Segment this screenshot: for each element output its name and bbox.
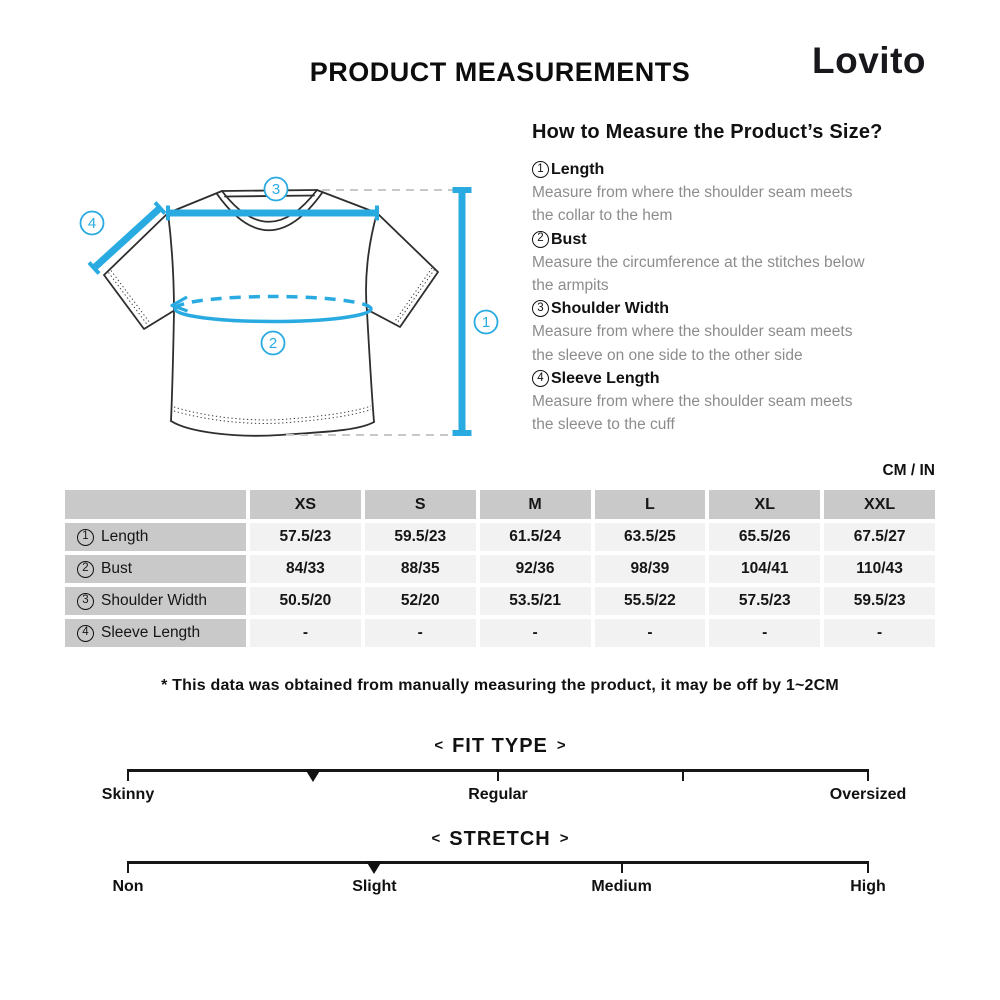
- instruction-title: Sleeve Length: [551, 369, 660, 387]
- table-value: -: [824, 619, 935, 647]
- scale-tick: [621, 861, 623, 873]
- right-chevron: >: [559, 830, 569, 847]
- instruction-title: Shoulder Width: [551, 300, 670, 318]
- circled-number: 3: [77, 593, 94, 610]
- brand-logo: Lovito: [812, 40, 926, 81]
- row-label: 1 Length: [65, 523, 246, 551]
- table-value: 98/39: [595, 555, 706, 583]
- instruction-item: [532, 228, 972, 298]
- table-value: 53.5/21: [480, 587, 591, 615]
- table-value: 84/33: [250, 555, 361, 583]
- table-value: 55.5/22: [595, 587, 706, 615]
- table-value: 50.5/20: [250, 587, 361, 615]
- scale-line: [128, 861, 868, 864]
- table-value: 52/20: [365, 587, 476, 615]
- table-value: 88/35: [365, 555, 476, 583]
- instruction-line: Measure from where the shoulder seam meets: [532, 184, 853, 202]
- scale-tick: [867, 769, 869, 781]
- bust-ellipse-dashed: [175, 297, 371, 310]
- scale-label: Medium: [591, 878, 652, 895]
- instruction-line: Measure the circumference at the stitches below: [532, 253, 865, 271]
- circled-number: 2: [532, 231, 549, 248]
- table-value: 67.5/27: [824, 523, 935, 551]
- table-value: 59.5/23: [365, 523, 476, 551]
- table-value: -: [250, 619, 361, 647]
- left-chevron: <: [434, 737, 444, 754]
- tshirt-outline: [104, 190, 438, 436]
- instruction-item: [532, 297, 972, 367]
- scale-tick: [127, 769, 129, 781]
- column-header: XXL: [824, 490, 935, 519]
- column-header: M: [480, 490, 591, 519]
- instruction-line: the sleeve to the cuff: [532, 416, 675, 434]
- instruction-line: the collar to the hem: [532, 207, 673, 225]
- scale-tick: [497, 769, 499, 781]
- how-to-heading: How to Measure the Product’s Size?: [532, 121, 883, 143]
- circled-number: 3: [532, 300, 549, 317]
- scale-label: Non: [112, 878, 144, 895]
- circled-number: 4: [77, 625, 94, 642]
- table-value: -: [595, 619, 706, 647]
- scale-label: Slight: [352, 878, 397, 895]
- left-chevron: <: [431, 830, 441, 847]
- table-value: 110/43: [824, 555, 935, 583]
- badge-length: 1: [481, 314, 491, 331]
- tshirt-measurement-diagram: [60, 150, 522, 470]
- column-header: S: [365, 490, 476, 519]
- guide-dashed-lines: [286, 190, 455, 435]
- instruction-line: Measure from where the shoulder seam meets: [532, 393, 853, 411]
- fit-type-scale: [128, 769, 868, 785]
- scale-label: Oversized: [829, 786, 907, 803]
- stretch-marker: [366, 861, 382, 874]
- instruction-item: [532, 367, 972, 437]
- table-value: 61.5/24: [480, 523, 591, 551]
- column-header: XL: [709, 490, 820, 519]
- row-label: 3 Shoulder Width: [65, 587, 246, 615]
- row-label: 4 Sleeve Length: [65, 619, 246, 647]
- table-value: 65.5/26: [709, 523, 820, 551]
- table-value: -: [480, 619, 591, 647]
- column-header: XS: [250, 490, 361, 519]
- badge-sleeve: 4: [87, 215, 97, 232]
- fit-type-marker: [305, 769, 321, 782]
- scale-label: Regular: [468, 786, 528, 803]
- table-value: -: [709, 619, 820, 647]
- instruction-line: the sleeve on one side to the other side: [532, 346, 803, 364]
- circled-number: 1: [532, 161, 549, 178]
- scale-tick: [867, 861, 869, 873]
- instruction-title: Length: [551, 161, 605, 178]
- scale-label: High: [850, 878, 886, 895]
- circled-number: 1: [77, 529, 94, 546]
- instruction-line: the armpits: [532, 277, 609, 295]
- badge-bust: 2: [268, 335, 278, 352]
- size-table: [65, 490, 935, 647]
- page-title: PRODUCT MEASUREMENTS: [309, 57, 691, 87]
- table-value: 92/36: [480, 555, 591, 583]
- column-header: L: [595, 490, 706, 519]
- badge-shoulder: 3: [271, 181, 281, 198]
- right-chevron: >: [556, 737, 566, 754]
- unit-label: CM / IN: [882, 462, 935, 479]
- bust-ellipse-solid: [175, 309, 371, 322]
- stretch-scale: [128, 861, 868, 877]
- scale-tick: [682, 769, 684, 781]
- instruction-item: [532, 158, 972, 228]
- table-value: 59.5/23: [824, 587, 935, 615]
- table-value: 63.5/25: [595, 523, 706, 551]
- sleeve-length-line: [94, 208, 160, 268]
- measurement-disclaimer: * This data was obtained from manually measuring the product, it may be off by 1~2CM: [161, 677, 839, 694]
- instruction-title: Bust: [551, 230, 587, 248]
- instruction-line: Measure from where the shoulder seam meets: [532, 323, 853, 341]
- row-label: 2 Bust: [65, 555, 246, 583]
- scale-label: Skinny: [101, 786, 155, 803]
- fit-type-title: < FIT TYPE >: [434, 735, 566, 757]
- circled-number: 4: [532, 370, 549, 387]
- circled-number: 2: [77, 561, 94, 578]
- scale-tick: [127, 861, 129, 873]
- table-corner-cell: [65, 490, 246, 519]
- table-value: 57.5/23: [709, 587, 820, 615]
- table-value: 57.5/23: [250, 523, 361, 551]
- measurement-marks: [89, 190, 472, 433]
- table-value: -: [365, 619, 476, 647]
- stretch-title: < STRETCH >: [431, 828, 569, 850]
- how-to-measure-section: [532, 121, 972, 436]
- table-value: 104/41: [709, 555, 820, 583]
